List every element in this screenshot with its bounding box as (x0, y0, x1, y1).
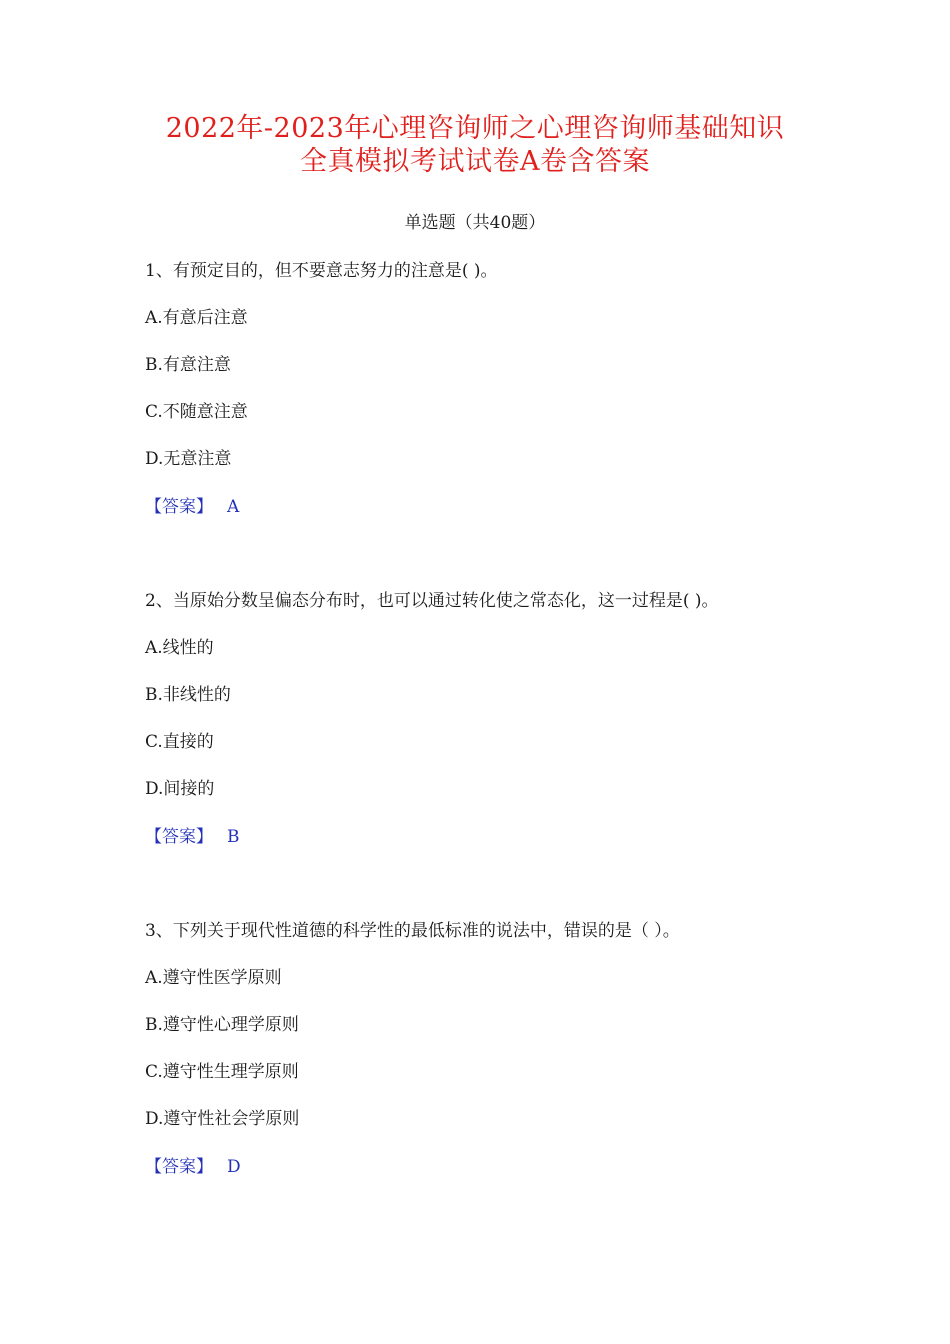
option-b: B.有意注意 (145, 355, 231, 375)
question-stem: 3、下列关于现代性道德的科学性的最低标准的说法中，错误的是（ ）。 (145, 921, 680, 941)
answer-line (145, 494, 239, 520)
section-heading: 单选题（共40题） (404, 213, 546, 233)
answer-label: 【答案】 (145, 1157, 213, 1177)
option-c: C.不随意注意 (145, 402, 248, 422)
option-b: B.遵守性心理学原则 (145, 1015, 299, 1035)
answer-value: B (227, 827, 240, 847)
option-d: D.无意注意 (145, 449, 232, 469)
document-title-line-2: 全真模拟考试试卷A卷含答案 (300, 146, 650, 177)
answer-line (145, 1154, 241, 1180)
answer-value: A (227, 497, 240, 517)
question-stem: 2、当原始分数呈偏态分布时，也可以通过转化使之常态化，这一过程是( )。 (145, 591, 719, 611)
answer-value: D (227, 1157, 241, 1177)
option-c: C.遵守性生理学原则 (145, 1062, 299, 1082)
option-c: C.直接的 (145, 732, 214, 752)
option-d: D.间接的 (145, 779, 215, 799)
answer-line (145, 824, 240, 850)
option-a: A.有意后注意 (145, 308, 248, 328)
option-a: A.线性的 (145, 638, 214, 658)
answer-label: 【答案】 (145, 827, 213, 847)
answer-label: 【答案】 (145, 497, 213, 517)
option-d: D.遵守性社会学原则 (145, 1109, 300, 1129)
document-title-line-1: 2022年-2023年心理咨询师之心理咨询师基础知识 (165, 113, 785, 144)
question-stem: 1、有预定目的，但不要意志努力的注意是( )。 (145, 261, 498, 281)
option-a: A.遵守性医学原则 (145, 968, 282, 988)
option-b: B.非线性的 (145, 685, 231, 705)
